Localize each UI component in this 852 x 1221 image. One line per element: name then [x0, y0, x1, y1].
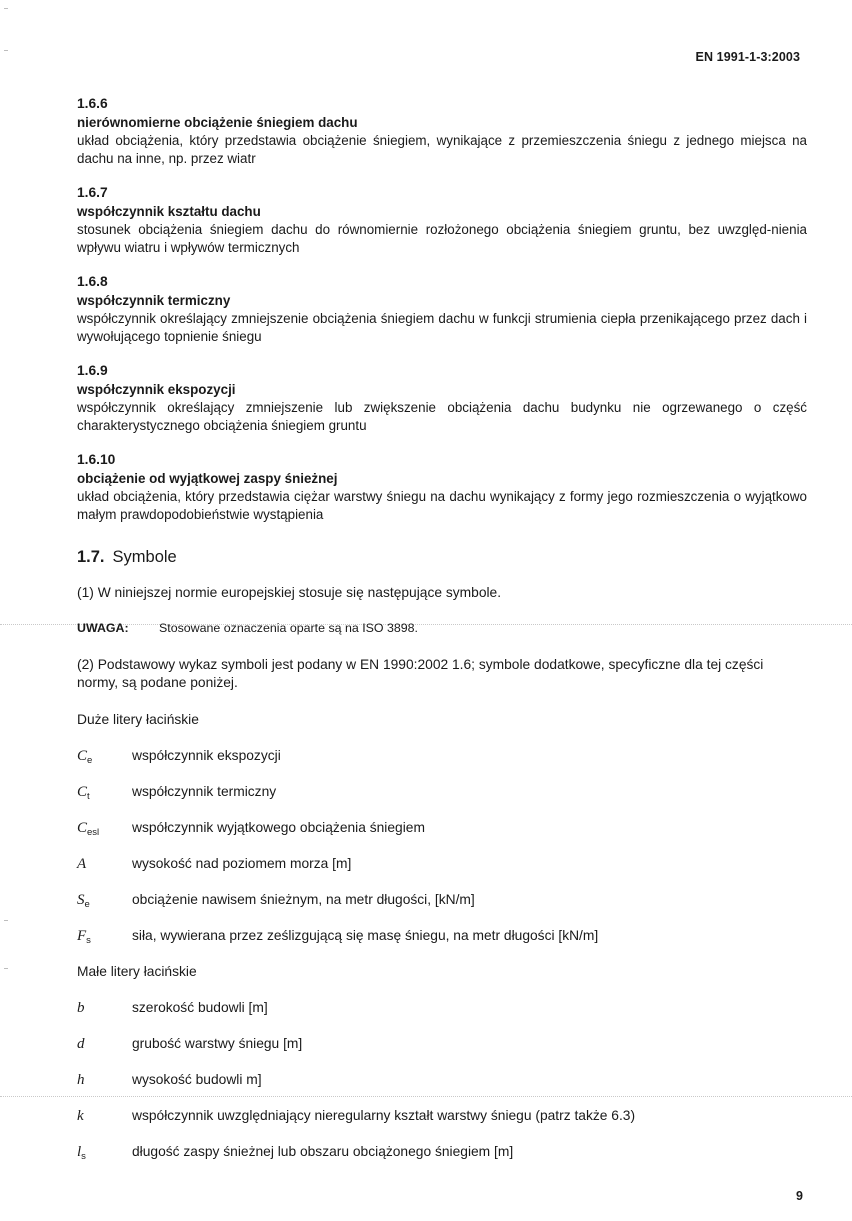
- definition-text: współczynnik określający zmniejszenie obciążenia śniegiem dachu w funkcji strumienia ciepła przenikającego przez dach i wywołującego topnienie śniegu: [77, 311, 807, 344]
- document-id: EN 1991-1-3:2003: [695, 50, 800, 64]
- scan-speck: [4, 920, 8, 921]
- definition-text: układ obciążenia, który przedstawia obciążenie śniegiem, wynikające z przemieszczenia śniegu z jednego miejsca na dachu na inne, np. przez wiatr: [77, 133, 807, 166]
- symbol-description: współczynnik termiczny: [132, 784, 277, 799]
- definition-number: 1.6.8: [77, 274, 108, 289]
- scan-speck: [4, 968, 8, 969]
- definitions-list: [77, 95, 807, 540]
- symbol: d: [77, 1036, 85, 1052]
- definition-1-6-8: [77, 273, 807, 346]
- definition-1-6-6: [77, 95, 807, 168]
- symbol-description: współczynnik wyjątkowego obciążenia śniegiem: [132, 820, 425, 835]
- symbol-description: grubość warstwy śniegu [m]: [132, 1036, 303, 1051]
- definition-term: współczynnik ekspozycji: [77, 382, 236, 397]
- definition-number: 1.6.10: [77, 452, 116, 467]
- paragraph-2: (2) Podstawowy wykaz symboli jest podany w EN 1990:2002 1.6; symbole dodatkowe, specyficzne dla tej części normy, są podane poniżej.: [77, 657, 764, 690]
- definition-term: współczynnik kształtu dachu: [77, 204, 261, 219]
- symbol: $C_{esl}$: [77, 820, 100, 838]
- definition-term: nierównomierne obciążenie śniegiem dachu: [77, 115, 358, 130]
- symbol: $C_e$: [77, 748, 93, 766]
- definition-number: 1.6.9: [77, 363, 108, 378]
- note: [77, 620, 418, 636]
- definition-text: współczynnik określający zmniejszenie lub zwiększenie obciążenia dachu budynku nie ogrzewanego o część charakterystycznego obciążenia śniegiem gruntu: [77, 400, 807, 433]
- definition-text: stosunek obciążenia śniegiem dachu do równomiernie rozłożonego obciążenia śniegiem gruntu, bez uwzględ-nienia wpływu wiatru i wpływów termicznych: [77, 222, 807, 255]
- section-number: 1.7.: [77, 548, 105, 566]
- symbol: $F_s$: [77, 928, 91, 946]
- symbol: $S_e$: [77, 892, 90, 910]
- symbol: A: [77, 856, 87, 872]
- symbol: b: [77, 1000, 85, 1016]
- definition-text: układ obciążenia, który przedstawia ciężar warstwy śniegu na dachu wynikający z formy jego rozmieszczenia o wyjątkowo małym prawdopodobieństwie wystąpienia: [77, 489, 807, 522]
- scan-speck: [4, 8, 8, 9]
- symbol: $C_t$: [77, 784, 90, 802]
- symbol-description: obciążenie nawisem śnieżnym, na metr długości, [kN/m]: [132, 892, 475, 907]
- symbol-description: współczynnik uwzględniający nieregularny kształt warstwy śniegu (patrz także 6.3): [132, 1108, 636, 1123]
- symbol-description: wysokość budowli m]: [132, 1072, 262, 1087]
- note-text: Stosowane oznaczenia oparte są na ISO 3898.: [159, 621, 418, 635]
- symbol: h: [77, 1072, 85, 1088]
- definition-number: 1.6.7: [77, 185, 108, 200]
- page-number: 9: [796, 1189, 803, 1203]
- note-label: UWAGA:: [77, 621, 129, 635]
- definition-term: współczynnik termiczny: [77, 293, 231, 308]
- paragraph-1: (1) W niniejszej normie europejskiej stosuje się następujące symbole.: [77, 585, 502, 600]
- definition-1-6-9: [77, 362, 807, 435]
- symbol-description: długość zaspy śnieżnej lub obszaru obciążonego śniegiem [m]: [132, 1144, 514, 1159]
- definition-term: obciążenie od wyjątkowej zaspy śnieżnej: [77, 471, 338, 486]
- lower-letters-heading: Małe litery łacińskie: [77, 964, 197, 979]
- section-heading: [77, 546, 177, 568]
- symbol-description: szerokość budowli [m]: [132, 1000, 268, 1015]
- symbol-description: wysokość nad poziomem morza [m]: [132, 856, 352, 871]
- section-title: Symbole: [112, 548, 177, 566]
- definition-1-6-7: [77, 184, 807, 257]
- symbol-description: siła, wywierana przez ześlizgującą się masę śniegu, na metr długości [kN/m]: [132, 928, 599, 943]
- definition-1-6-10: [77, 451, 807, 524]
- symbol: $l_s$: [77, 1144, 86, 1162]
- scan-speck: [4, 50, 8, 51]
- symbol-description: współczynnik ekspozycji: [132, 748, 281, 763]
- upper-letters-heading: Duże litery łacińskie: [77, 712, 199, 727]
- symbol: k: [77, 1108, 84, 1124]
- divider: [0, 1096, 852, 1097]
- definition-number: 1.6.6: [77, 96, 108, 111]
